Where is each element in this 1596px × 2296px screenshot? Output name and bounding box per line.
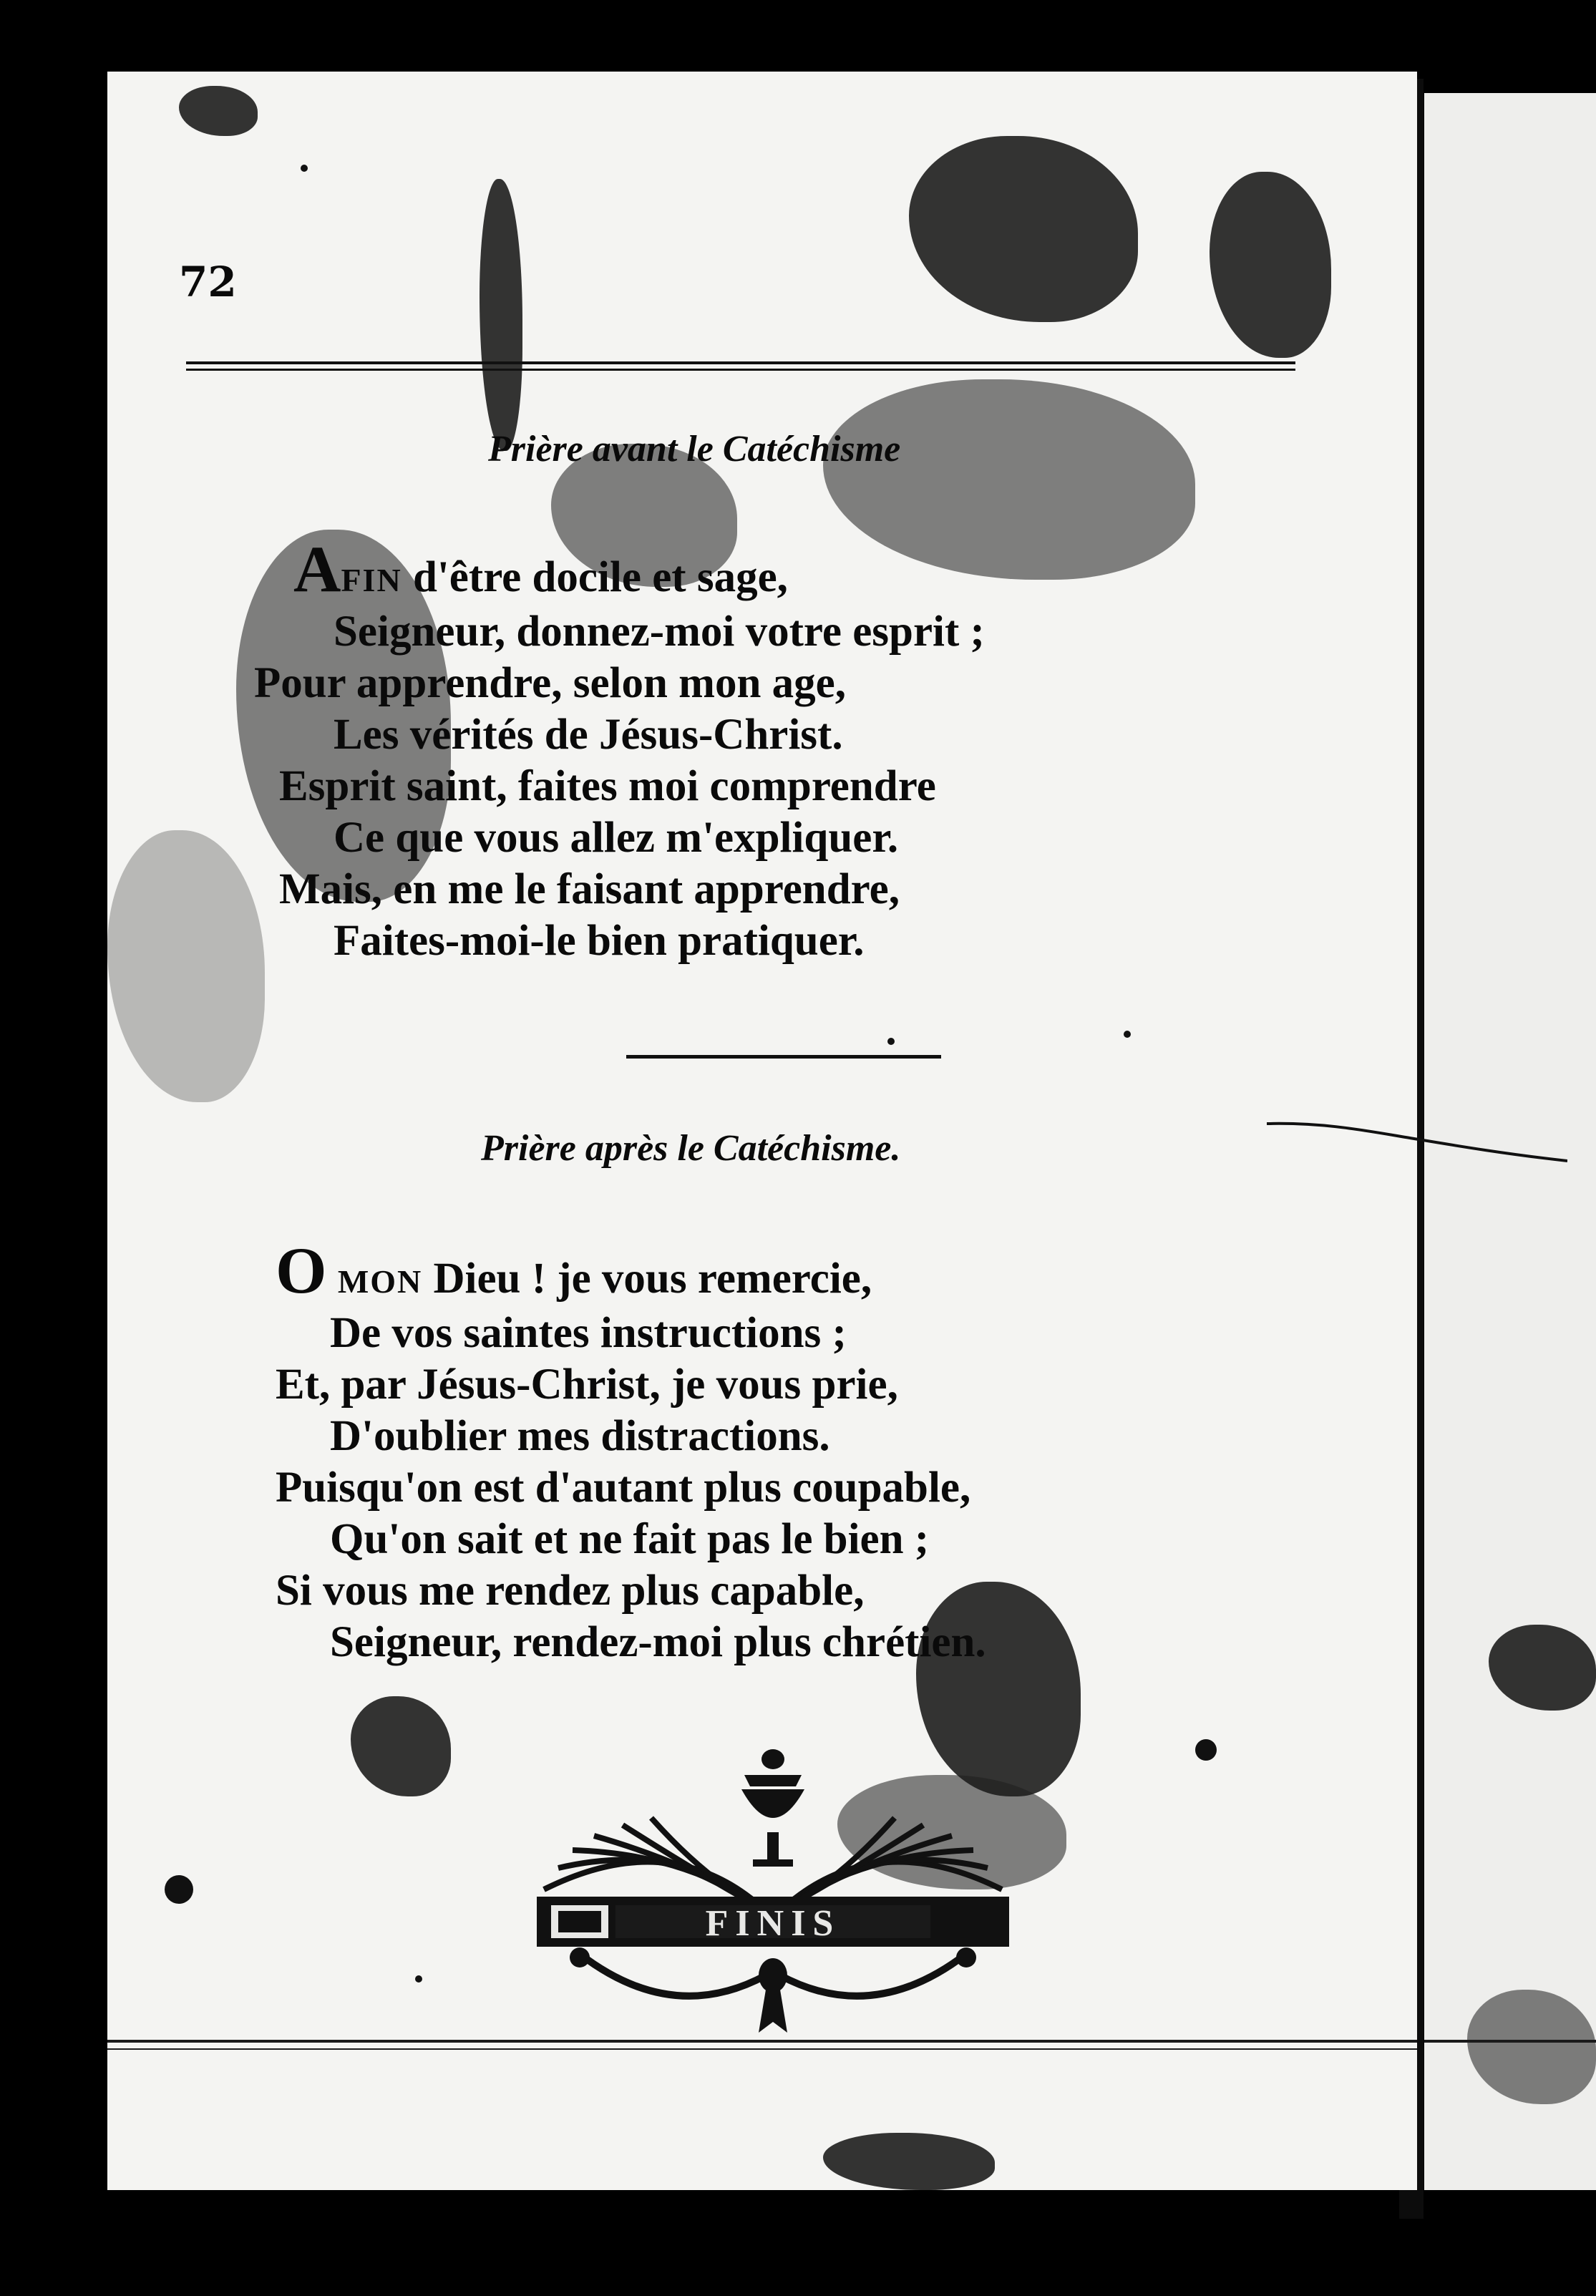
poem-line (276, 1234, 986, 1308)
poem-line: Puisqu'on est d'autant plus coupable, (276, 1464, 971, 1512)
garland (570, 1947, 976, 2033)
finis-ornament (530, 1739, 1016, 2040)
first-prayer-poem (254, 532, 985, 967)
poem-line: De vos saintes instructions ; (330, 1309, 847, 1357)
finis-label: FINIS (705, 1903, 841, 1944)
poem-line: Qu'on sait et ne fait pas le bien ; (330, 1515, 930, 1563)
finis-banner (537, 1897, 1009, 1947)
first-word: MON (337, 1263, 423, 1300)
drop-cap: A (293, 532, 341, 605)
poem-line: Et, par Jésus-Christ, je vous prie, (276, 1361, 898, 1409)
poem-line: Esprit saint, faites moi comprendre (279, 762, 936, 810)
poem-line: Seigneur, donnez-moi votre esprit ; (334, 608, 985, 656)
urn-icon (741, 1749, 804, 1867)
poem-line: Les vérités de Jésus-Christ. (334, 711, 843, 759)
second-prayer-title: Prière après le Catéchisme. (481, 1128, 901, 1169)
first-word: FIN (341, 562, 402, 598)
poem-line: Pour apprendre, selon mon age, (254, 659, 846, 707)
header-rule (186, 361, 1295, 371)
poem-line-text: d'être docile et sage, (402, 553, 788, 601)
poem-line: Seigneur, rendez-moi plus chrétien. (330, 1618, 986, 1666)
poem-line: Si vous me rendez plus capable, (276, 1567, 865, 1615)
section-divider (626, 1055, 941, 1059)
poem-line: Mais, en me le faisant apprendre, (279, 865, 900, 913)
poem-line: D'oublier mes distractions. (330, 1412, 830, 1460)
page-number: 72 (179, 258, 237, 306)
poem-line: Faites-moi-le bien pratiquer. (334, 917, 865, 965)
pen-scribble (1267, 1117, 1567, 1167)
poem-line: Ce que vous allez m'expliquer. (334, 814, 899, 862)
drop-cap: O (276, 1234, 327, 1307)
second-prayer-poem (276, 1234, 986, 1668)
first-prayer-title: Prière avant le Catéchisme (488, 429, 901, 470)
poem-line (293, 532, 985, 606)
poem-line-text: Dieu ! je vous remercie, (422, 1255, 872, 1303)
